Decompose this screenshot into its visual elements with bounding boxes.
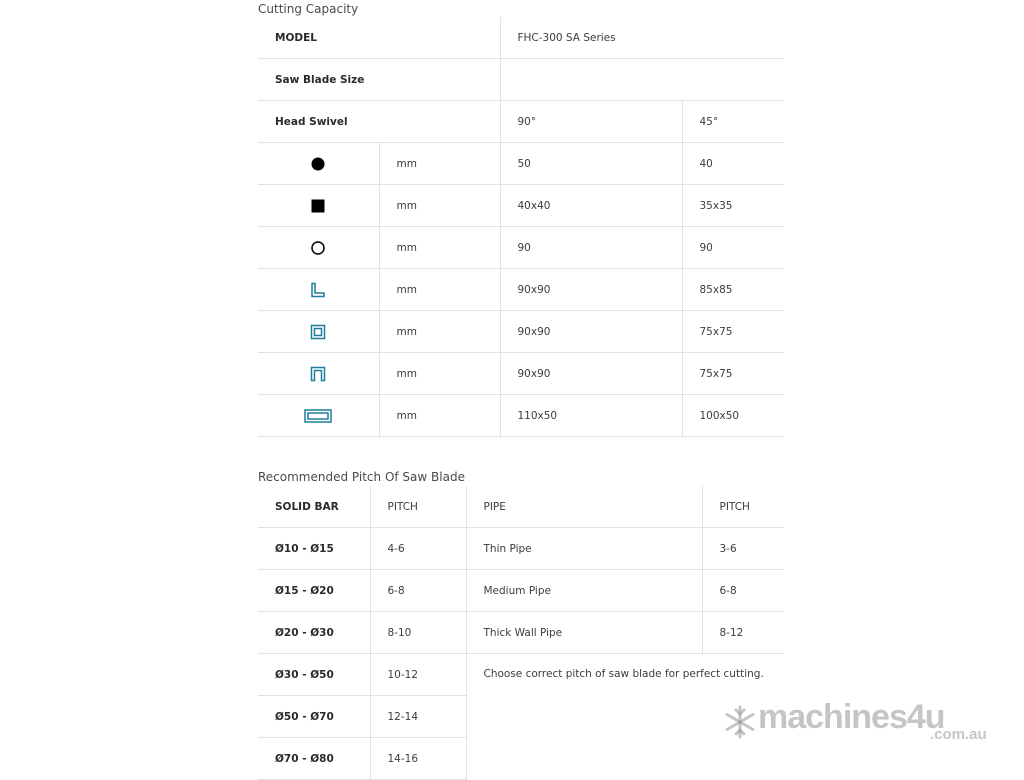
model-value: FHC-300 SA Series <box>500 17 784 59</box>
value-45: 100x50 <box>682 395 784 437</box>
capacity-row <box>258 143 784 185</box>
pitch-header-row <box>258 486 784 528</box>
value-90: 90x90 <box>500 353 682 395</box>
capacity-row <box>258 395 784 437</box>
head-swivel-row <box>258 101 784 143</box>
header-pitch: PITCH <box>702 486 784 528</box>
value-45: 75x75 <box>682 311 784 353</box>
header-solid-bar: SOLID BAR <box>258 486 370 528</box>
solid-bar-pitch: 6-8 <box>370 570 466 612</box>
unit: mm <box>379 185 500 227</box>
watermark-domain: .com.au <box>930 726 987 743</box>
cutting-capacity-caption: Cutting Capacity <box>258 2 359 16</box>
pipe-type: Medium Pipe <box>466 570 702 612</box>
angle-90: 90° <box>500 101 682 143</box>
unit: mm <box>379 311 500 353</box>
pitch-row <box>258 528 784 570</box>
solid-round-icon <box>258 143 379 185</box>
solid-bar-pitch: 12-14 <box>370 696 466 738</box>
round-tube-icon <box>258 227 379 269</box>
watermark-brand: machines4u <box>758 698 945 736</box>
capacity-row <box>258 311 784 353</box>
value-45: 85x85 <box>682 269 784 311</box>
pipe-pitch: 3-6 <box>702 528 784 570</box>
value-45: 90 <box>682 227 784 269</box>
unit: mm <box>379 227 500 269</box>
angle-45: 45° <box>682 101 784 143</box>
cutting-capacity-table <box>258 17 784 437</box>
value-90: 110x50 <box>500 395 682 437</box>
head-swivel-label: Head Swivel <box>258 101 500 143</box>
header-pipe: PIPE <box>466 486 702 528</box>
solid-bar-range: Ø50 - Ø70 <box>258 696 370 738</box>
angle-section-icon <box>258 269 379 311</box>
pitch-row <box>258 612 784 654</box>
solid-bar-pitch: 14-16 <box>370 738 466 780</box>
value-45: 40 <box>682 143 784 185</box>
pitch-row <box>258 570 784 612</box>
unit: mm <box>379 395 500 437</box>
value-90: 90 <box>500 227 682 269</box>
header-pitch: PITCH <box>370 486 466 528</box>
value-90: 90x90 <box>500 269 682 311</box>
value-45: 75x75 <box>682 353 784 395</box>
pipe-type: Thin Pipe <box>466 528 702 570</box>
solid-bar-pitch: 8-10 <box>370 612 466 654</box>
pitch-note: Choose correct pitch of saw blade for perfect cutting. <box>483 668 764 680</box>
channel-section-icon <box>258 353 379 395</box>
solid-bar-range: Ø30 - Ø50 <box>258 654 370 696</box>
value-90: 50 <box>500 143 682 185</box>
solid-bar-range: Ø20 - Ø30 <box>258 612 370 654</box>
capacity-row <box>258 185 784 227</box>
solid-bar-range: Ø15 - Ø20 <box>258 570 370 612</box>
solid-bar-range: Ø70 - Ø80 <box>258 738 370 780</box>
pipe-pitch: 6-8 <box>702 570 784 612</box>
solid-bar-pitch: 10-12 <box>370 654 466 696</box>
unit: mm <box>379 353 500 395</box>
pitch-row <box>258 654 784 696</box>
model-row <box>258 17 784 59</box>
snowflake-logo-icon <box>722 704 758 740</box>
unit: mm <box>379 143 500 185</box>
pitch-table <box>258 486 784 780</box>
value-45: 35x35 <box>682 185 784 227</box>
blade-size-row <box>258 59 784 101</box>
blade-size-value <box>500 59 784 101</box>
unit: mm <box>379 269 500 311</box>
capacity-row <box>258 269 784 311</box>
pitch-caption: Recommended Pitch Of Saw Blade <box>258 470 465 484</box>
rectangular-tube-icon <box>258 395 379 437</box>
pipe-pitch: 8-12 <box>702 612 784 654</box>
machines4u-watermark <box>722 700 992 744</box>
solid-square-icon <box>258 185 379 227</box>
capacity-row <box>258 227 784 269</box>
value-90: 90x90 <box>500 311 682 353</box>
solid-bar-range: Ø10 - Ø15 <box>258 528 370 570</box>
capacity-row <box>258 353 784 395</box>
model-label: MODEL <box>258 17 500 59</box>
blade-size-label: Saw Blade Size <box>258 59 500 101</box>
pipe-type: Thick Wall Pipe <box>466 612 702 654</box>
solid-bar-pitch: 4-6 <box>370 528 466 570</box>
value-90: 40x40 <box>500 185 682 227</box>
square-tube-icon <box>258 311 379 353</box>
